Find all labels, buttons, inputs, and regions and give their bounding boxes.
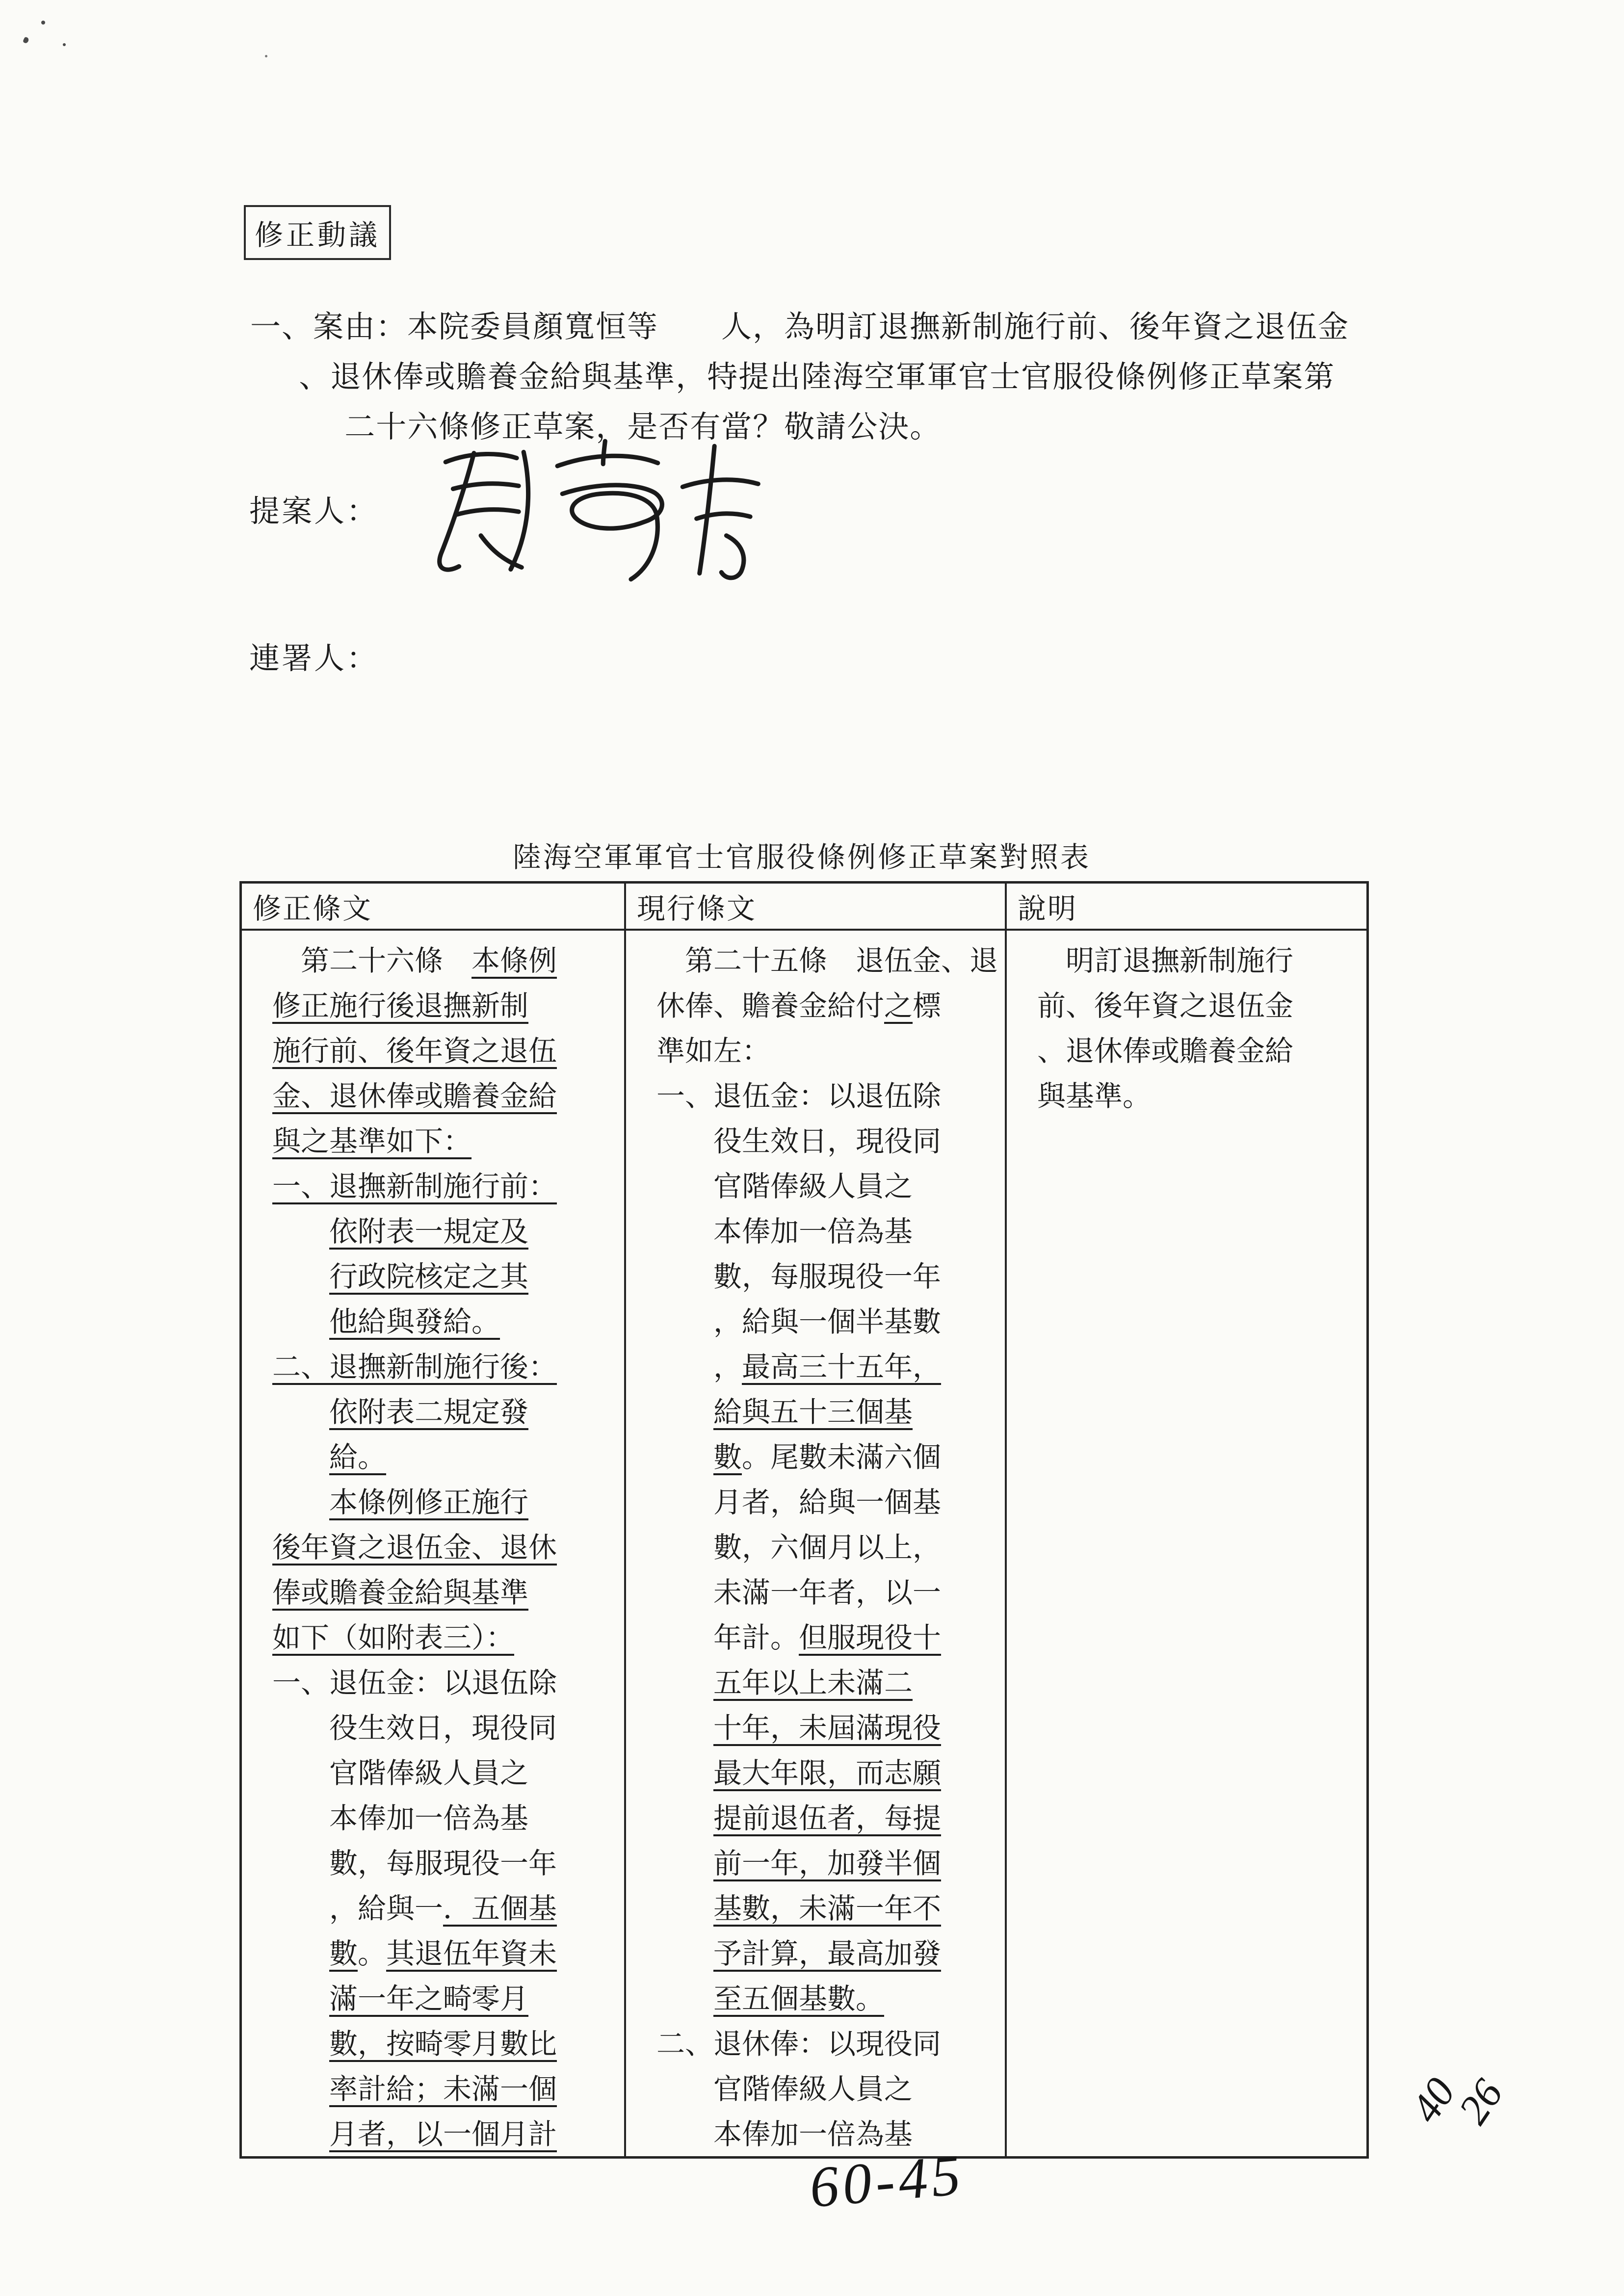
text-segment: 第二十五條 退伍金、退 bbox=[685, 945, 998, 977]
table-text-line bbox=[272, 984, 624, 1029]
table-text-line bbox=[329, 1977, 624, 2022]
table-text-line bbox=[713, 2067, 1005, 2112]
text-segment: 本俸加一倍為基 bbox=[329, 1802, 529, 1834]
table-text-line bbox=[713, 1164, 1005, 1209]
text-segment: 前、後年資之退伍金 bbox=[1037, 990, 1294, 1022]
table-text-line bbox=[713, 1661, 1005, 1706]
text-segment: 與基準。 bbox=[1037, 1080, 1152, 1112]
text-segment: 滿一年之畸零月 bbox=[329, 1983, 529, 2015]
text-segment: 與之基準如下： bbox=[272, 1125, 472, 1157]
case-line: 二十六條修正草案，是否有當？敬請公決。 bbox=[344, 411, 942, 444]
handwritten-corner-number bbox=[1401, 2050, 1512, 2151]
corner-number-bottom: 26 bbox=[1449, 2070, 1512, 2132]
text-segment: 俸或贍養金給與基準 bbox=[272, 1577, 529, 1609]
table-text-line bbox=[713, 1751, 1005, 1796]
text-segment: 一、退撫新制施行前： bbox=[272, 1171, 557, 1202]
text-segment: 如下（如附表三）： bbox=[272, 1622, 515, 1654]
table-text-line bbox=[329, 2067, 624, 2112]
table-text-line bbox=[329, 1300, 624, 1345]
text-segment: 其退伍年資未 bbox=[386, 1938, 557, 1970]
table-text-line bbox=[713, 1977, 1005, 2022]
table-text-line bbox=[656, 1074, 1005, 1119]
text-segment: 施行前、後年資之退伍 bbox=[272, 1035, 557, 1067]
table-text-line bbox=[1037, 984, 1366, 1029]
text-segment: ，給與一 bbox=[329, 1893, 444, 1925]
text-segment: 基數，未滿一年不 bbox=[713, 1893, 942, 1925]
table-text-line bbox=[713, 1435, 1005, 1480]
column-header-amended: 修正條文 bbox=[242, 884, 624, 931]
text-segment: 至五個基數。 bbox=[713, 1983, 885, 2015]
amended-text-cell bbox=[242, 931, 624, 2157]
table-text-line bbox=[272, 1345, 624, 1390]
text-segment: 予計算，最高加發 bbox=[713, 1938, 942, 1970]
table-text-line bbox=[272, 1119, 624, 1164]
text-segment: 休俸、贍養金給付 bbox=[656, 990, 885, 1022]
explanation-cell bbox=[1005, 931, 1366, 2157]
text-segment: 率計給；未滿一個 bbox=[329, 2073, 557, 2105]
column-header-current: 現行條文 bbox=[624, 884, 1005, 931]
text-segment: 數 bbox=[329, 1938, 358, 1970]
table-text-line bbox=[713, 1931, 1005, 1977]
table-text-line bbox=[272, 1661, 624, 1706]
text-segment: 依附表二規定發 bbox=[329, 1396, 529, 1428]
text-segment: 之 bbox=[884, 990, 913, 1022]
table-text-line bbox=[713, 1254, 1005, 1300]
text-segment: 最高三十五年， bbox=[742, 1351, 942, 1383]
text-segment: 明訂退撫新制施行 bbox=[1066, 945, 1294, 977]
table-text-line bbox=[713, 1119, 1005, 1164]
text-segment: 但服現役十 bbox=[799, 1622, 942, 1654]
text-segment: 修正施行後退撫新制 bbox=[272, 990, 529, 1022]
table-text-line bbox=[713, 1570, 1005, 1616]
text-segment: 本俸加一倍為基 bbox=[713, 1216, 913, 1248]
text-segment: 給與五十三個基 bbox=[713, 1396, 913, 1428]
cosigner-label: 連署人： bbox=[249, 642, 379, 676]
table-text-line bbox=[713, 1706, 1005, 1751]
text-segment: 一、退伍金：以退伍除 bbox=[272, 1667, 557, 1699]
table-text-line bbox=[713, 1345, 1005, 1390]
table-text-line bbox=[329, 1931, 624, 1977]
text-segment: 後年資之退伍金、退休 bbox=[272, 1532, 557, 1564]
text-segment: 給。 bbox=[329, 1441, 387, 1473]
table-text-line bbox=[272, 1570, 624, 1616]
text-segment: 數，六個月以上， bbox=[713, 1532, 942, 1564]
text-segment: 第二十六條 bbox=[301, 945, 472, 977]
table-text-line bbox=[713, 1480, 1005, 1525]
text-segment: 行政院核定之其 bbox=[329, 1261, 529, 1293]
text-segment: 一、退伍金：以退伍除 bbox=[656, 1080, 942, 1112]
text-segment: 二、退撫新制施行後： bbox=[272, 1351, 557, 1383]
current-text-cell bbox=[624, 931, 1005, 2157]
table-text-line bbox=[329, 1751, 624, 1796]
text-segment: 數，每服現役一年 bbox=[329, 1848, 557, 1879]
text-segment: 五年以上未滿二 bbox=[713, 1667, 913, 1699]
text-segment: 數 bbox=[713, 1441, 742, 1473]
table-text-line bbox=[713, 1886, 1005, 1931]
case-line: 一、案由：本院委員顏寬恒等 人，為明訂退撫新制施行前、後年資之退伍金 bbox=[250, 311, 1350, 344]
text-segment: 最大年限，而志願 bbox=[713, 1757, 942, 1789]
table-text-line bbox=[656, 984, 1005, 1029]
text-segment: 役生效日，現役同 bbox=[713, 1125, 942, 1157]
text-segment: 前一年，加發半個 bbox=[713, 1848, 942, 1879]
text-segment: 本條例修正施行 bbox=[329, 1487, 529, 1518]
scan-speck bbox=[23, 36, 29, 44]
column-header-explanation: 說明 bbox=[1005, 884, 1366, 931]
scan-speck bbox=[63, 43, 66, 46]
table-text-line bbox=[656, 2022, 1005, 2067]
text-segment: 。尾數未滿六個 bbox=[742, 1441, 942, 1473]
table-text-line bbox=[329, 1390, 624, 1435]
table-text-line bbox=[1066, 939, 1366, 984]
table-text-line bbox=[329, 1886, 624, 1931]
table-text-line bbox=[329, 1841, 624, 1886]
case-line: 、退休俸或贍養金給與基準，特提出陸海空軍軍官士官服役條例修正草案第 bbox=[299, 361, 1336, 394]
text-segment: 依附表一規定及 bbox=[329, 1216, 529, 1248]
table-text-line bbox=[713, 1525, 1005, 1570]
text-segment: 官階俸級人員之 bbox=[329, 1757, 529, 1789]
text-segment: 官階俸級人員之 bbox=[713, 2073, 913, 2105]
table-text-line bbox=[272, 1616, 624, 1661]
table-text-line bbox=[713, 1390, 1005, 1435]
text-segment: 月者，以一個月計 bbox=[329, 2118, 557, 2150]
comparison-table bbox=[239, 881, 1369, 2159]
table-text-line bbox=[1037, 1029, 1366, 1074]
table-text-line bbox=[329, 2022, 624, 2067]
table-text-line bbox=[713, 1209, 1005, 1254]
text-segment: 二、退休俸：以現役同 bbox=[656, 2028, 942, 2060]
corner-number-top: 40 bbox=[1401, 2069, 1465, 2131]
proposer-signature bbox=[398, 422, 786, 599]
table-text-line bbox=[329, 1480, 624, 1525]
text-segment: 數，按畸零月數比 bbox=[329, 2028, 557, 2060]
text-segment: 月者，給與一個基 bbox=[713, 1487, 942, 1518]
text-segment: 十年，未屆滿現役 bbox=[713, 1712, 942, 1744]
handwritten-page-number: 60-45 bbox=[807, 2142, 967, 2220]
text-segment: 、退休俸或贍養金給 bbox=[1037, 1035, 1294, 1067]
table-text-line bbox=[713, 1841, 1005, 1886]
text-segment: 數，每服現役一年 bbox=[713, 1261, 942, 1293]
text-segment: 役生效日，現役同 bbox=[329, 1712, 557, 1744]
text-segment: 金、退休俸或贍養金給 bbox=[272, 1080, 557, 1112]
proposer-label: 提案人： bbox=[249, 495, 379, 528]
table-text-line bbox=[301, 939, 624, 984]
table-text-line bbox=[272, 1029, 624, 1074]
text-segment: 準如左： bbox=[656, 1035, 771, 1067]
table-text-line bbox=[272, 1525, 624, 1570]
text-segment: 他給與發給。 bbox=[329, 1306, 500, 1338]
table-text-line bbox=[329, 1254, 624, 1300]
scan-speck bbox=[41, 21, 45, 25]
text-segment: 。 bbox=[358, 1938, 387, 1970]
signature-handwriting-icon bbox=[398, 422, 786, 599]
text-segment: 提前退伍者，每提 bbox=[713, 1802, 942, 1834]
table-text-line bbox=[272, 1164, 624, 1209]
text-segment: 標 bbox=[913, 990, 942, 1022]
table-text-line bbox=[713, 1616, 1005, 1661]
amendment-motion-label: 修正動議 bbox=[244, 205, 391, 260]
table-text-line bbox=[713, 1796, 1005, 1841]
table-text-line bbox=[656, 1029, 1005, 1074]
text-segment: 本俸加一倍為基 bbox=[713, 2118, 913, 2150]
table-text-line bbox=[329, 1796, 624, 1841]
text-segment: 年計。 bbox=[713, 1622, 799, 1654]
table-text-line bbox=[329, 2112, 624, 2157]
table-text-line bbox=[329, 1209, 624, 1254]
text-segment: ， bbox=[713, 1351, 742, 1383]
table-text-line bbox=[1037, 1074, 1366, 1119]
comparison-table-title: 陸海空軍軍官士官服役條例修正草案對照表 bbox=[512, 841, 1091, 873]
text-segment: ，給與一個半基數 bbox=[713, 1306, 942, 1338]
text-segment: 本條例 bbox=[471, 945, 557, 977]
scan-speck bbox=[265, 55, 267, 57]
text-segment: 官階俸級人員之 bbox=[713, 1171, 913, 1202]
table-text-line bbox=[329, 1706, 624, 1751]
text-segment: ．五個基 bbox=[443, 1893, 557, 1925]
table-text-line bbox=[685, 939, 1005, 984]
text-segment: 未滿一年者，以一 bbox=[713, 1577, 942, 1609]
table-text-line bbox=[272, 1074, 624, 1119]
table-text-line bbox=[713, 1300, 1005, 1345]
table-text-line bbox=[329, 1435, 624, 1480]
